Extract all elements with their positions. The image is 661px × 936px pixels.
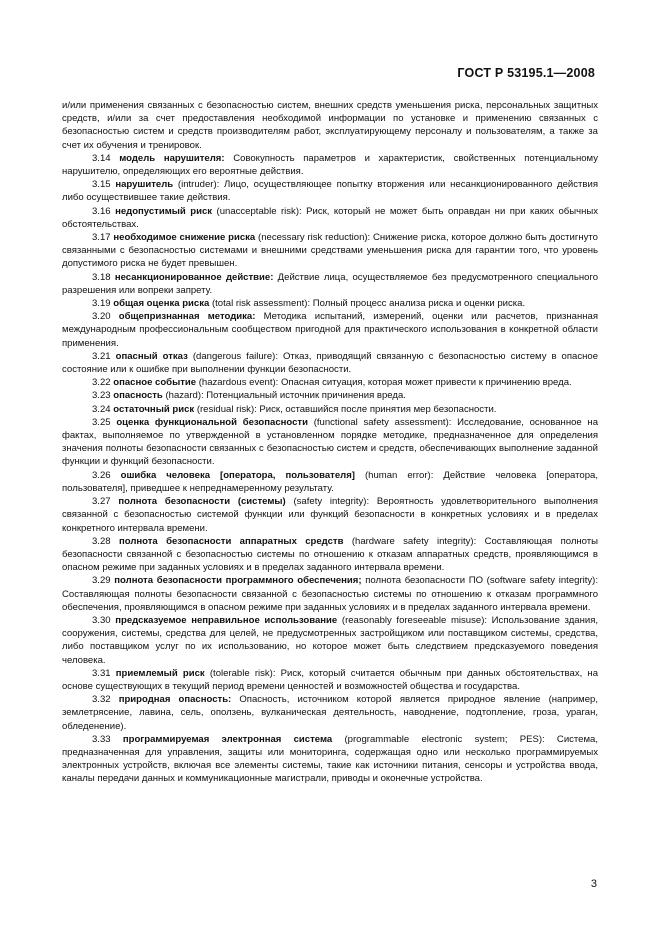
- term-definition: (hazardous event): Опасная ситуация, которая может привести к причинению вреда.: [198, 377, 572, 389]
- term-name: полнота безопасности аппаратных средств: [118, 535, 344, 547]
- term-number: 3.32: [92, 694, 111, 706]
- term-definition: (intruder): Лицо, осуществляющее попытку вторжения или несанкционированного действия либо осуществившее такие действия.: [62, 179, 598, 204]
- terms-list: [62, 152, 598, 786]
- term-number: 3.26: [92, 469, 111, 481]
- page-number: 3: [590, 878, 597, 890]
- page-header-standard-title: ГОСТ Р 53195.1—2008: [457, 66, 595, 80]
- term-number: 3.15: [92, 179, 111, 191]
- term-definition: (total risk assessment): Полный процесс анализа риска и оценки риска.: [211, 298, 526, 310]
- term-number: 3.24: [92, 403, 111, 415]
- term-number: 3.16: [92, 205, 111, 217]
- term-number: 3.22: [92, 377, 111, 389]
- term-definition: (safety integrity): Вероятность удовлетворительного выполнения связанной с безопасностью системой функции или функций безопасности в конкретных условиях и в пределах конкретного интервала времени.: [62, 496, 598, 534]
- term-number: 3.25: [92, 416, 111, 428]
- intro-paragraph: и/или применения связанных с безопасностью систем, внешних средств уменьшения риска, персональных защитных средств, и/или за счет предоставления необходимой информации по установке и применению связанных с безопасностью систем и средств производителям работ, эксплуатирующему персоналу и пользователям, а также за счет их обучения и тренировок.: [62, 100, 598, 151]
- term-name: ошибка человека [оператора, пользователя]: [120, 469, 355, 481]
- term-definition: (programmable electronic system; PES): Система, предназначенная для управления, защиты или мониторинга, содержащая одно или несколько программируемых электронных устройств, включая все элементы системы, такие как источники питания, сенсоры и устройства ввода, каналы передачи данных и коммуникационные магистрали, приводы и оконечные устройства.: [62, 733, 599, 785]
- term-number: 3.14: [92, 152, 111, 164]
- term-number: 3.18: [92, 271, 111, 283]
- term-entry: [62, 376, 598, 389]
- term-definition: (hazard): Потенциальный источник причинения вреда.: [165, 390, 406, 402]
- term-number: 3.30: [92, 614, 111, 626]
- term-name: предсказуемое неправильное использование: [115, 614, 338, 626]
- term-definition: (reasonably foreseeable misuse): Использование здания, сооружения, системы, средства для целей, не предусмотренных застройщиком или поставщиком системы, средства, либо поставщиком услуг по их использованию, но которое может быть следствием предсказуемого поведения человека.: [62, 614, 599, 666]
- term-name: полнота безопасности программного обеспечения;: [114, 575, 362, 587]
- term-definition: (dangerous failure): Отказ, приводящий связанную с безопасностью систему в опасное состояние или к ошибке при выполнении функции безопасности.: [62, 350, 599, 376]
- term-definition: (functional safety assessment): Исследование, основанное на фактах, выполняемое по утвержденной в установленном порядке методике, предназначенное для определения значения полноты безопасности связанных с безопасностью систем и средств, обеспечивающих выполнение заданной функции и функций безопасности.: [62, 416, 599, 468]
- term-entry: [62, 614, 598, 667]
- term-entry: [62, 535, 598, 575]
- term-name: остаточный риск: [113, 403, 195, 415]
- term-definition: Совокупность параметров и характеристик, свойственных потенциальному нарушителю, определяющих его вероятные действия.: [62, 152, 599, 178]
- term-number: 3.31: [92, 667, 111, 679]
- term-number: 3.29: [92, 575, 111, 587]
- term-number: 3.28: [92, 535, 111, 547]
- term-entry: [62, 693, 598, 733]
- term-entry: [62, 271, 598, 297]
- term-name: необходимое снижение риска: [113, 232, 256, 244]
- term-name: несанкционированное действие:: [114, 271, 274, 283]
- term-definition: (necessary risk reduction): Снижение риска, которое должно быть достигнуто связанными с безопасностью системами и внешними средствами уменьшения риска для гарантии того, что уровень допустимого риска не будет превышен.: [62, 232, 598, 270]
- term-entry: [62, 389, 598, 402]
- term-entry: [62, 416, 598, 469]
- term-entry: [62, 152, 598, 178]
- term-entry: [62, 495, 598, 535]
- term-entry: [62, 231, 598, 271]
- term-entry: [62, 403, 598, 416]
- term-number: 3.17: [92, 232, 111, 244]
- term-entry: [62, 667, 598, 693]
- term-entry: [62, 178, 598, 204]
- term-name: недопустимый риск: [115, 205, 213, 217]
- term-name: общая оценка риска: [113, 298, 210, 310]
- term-entry: [62, 350, 598, 376]
- term-name: опасный отказ: [115, 350, 188, 362]
- term-entry: [62, 205, 598, 231]
- term-definition: (human error): Действие человека [оператора, пользователя], приведшее к непреднамеренному результату.: [62, 469, 598, 494]
- term-name: природная опасность:: [118, 694, 232, 706]
- term-name: опасность: [113, 390, 163, 402]
- term-name: общепризнанная методика:: [118, 311, 256, 323]
- term-definition: (unacceptable risk): Риск, который не может быть оправдан ни при каких обычных обстоятельствах.: [62, 205, 598, 230]
- term-number: 3.20: [92, 311, 111, 323]
- term-entry: [62, 297, 598, 310]
- term-definition: Опасность, источником которой является природное явление (например, землетрясение, лавина, сель, оползень, вулканическая деятельность, наводнение, подтопление, гроза, ураган, обледенение).: [62, 694, 599, 732]
- term-entry: [62, 310, 598, 350]
- term-entry: [62, 574, 598, 614]
- term-definition: (tolerable risk): Риск, который считается обычным при данных обстоятельствах, на основе существующих в текущий период времени ценностей и возможностей общества и государства.: [62, 667, 599, 692]
- term-definition: (residual risk): Риск, оставшийся после принятия мер безопасности.: [196, 403, 497, 415]
- term-number: 3.23: [92, 390, 111, 402]
- term-definition: полнота безопасности ПО (software safety integrity): Составляющая полноты безопасности связанной с безопасностью системы по отношению к отказам программного обеспечения, проявляющимся в опасном режиме при заданных условиях и в пределах заданного интервала времени.: [62, 575, 599, 613]
- term-number: 3.19: [92, 298, 111, 310]
- term-number: 3.27: [92, 496, 111, 508]
- term-entry: [62, 733, 598, 786]
- term-name: приемлемый риск: [115, 667, 205, 679]
- term-definition: Действие лица, осуществляемое без предусмотренного специального разрешения или вопреки запрету.: [62, 271, 599, 296]
- term-name: программируемая электронная система: [122, 733, 333, 745]
- term-name: оценка функциональной безопасности: [116, 416, 308, 428]
- term-name: полнота безопасности (системы): [118, 496, 286, 508]
- term-entry: [62, 469, 598, 495]
- term-name: нарушитель: [115, 179, 174, 191]
- term-definition: Методика испытаний, измерений, оценки или расчетов, признанная международным профессиональным сообществом пригодной для практического использования в конкретной области применения.: [62, 311, 599, 349]
- term-name: модель нарушителя:: [119, 152, 225, 164]
- document-body: [62, 99, 598, 786]
- term-name: опасное событие: [113, 377, 197, 389]
- term-definition: (hardware safety integrity): Составляющая полноты безопасности связанной с безопасностью системы по отношению к отказам аппаратных средств, проявляющимся в опасном режиме при заданных условиях и в пределах заданного интервала времени.: [62, 535, 599, 574]
- term-number: 3.21: [92, 350, 111, 362]
- term-number: 3.33: [92, 733, 111, 745]
